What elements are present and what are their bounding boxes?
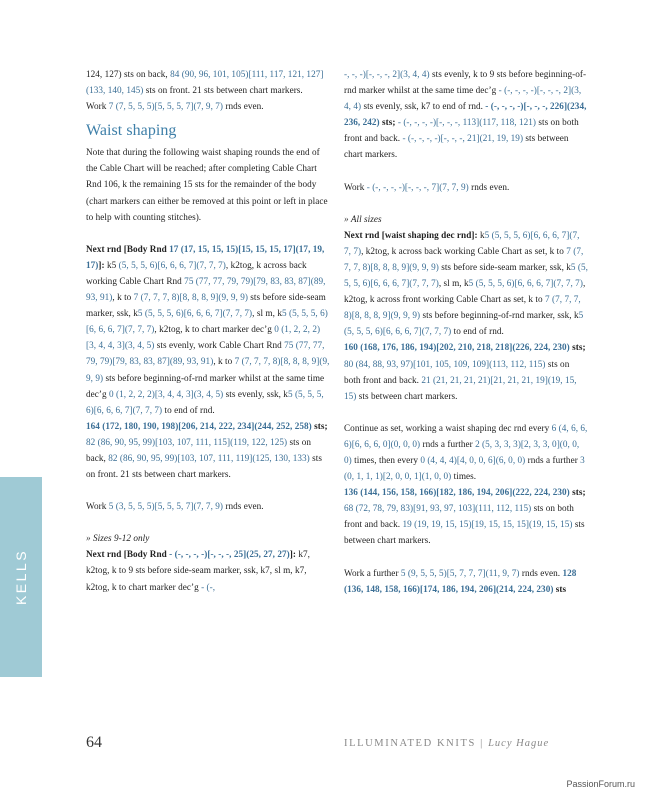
size-numbers: 136 (144, 156, 158, 166)[182, 186, 194, 206](222, 224, 230) [344,487,570,498]
text-run: sts before beginning-of-rnd marker, ssk, k [420,310,579,321]
text-run: sts on both front and back. [344,358,570,385]
body-paragraph [86,498,330,514]
size-numbers: 0 (4, 4, 4)[4, 0, 0, 6](6, 0, 0) [420,454,526,465]
text-run: rnds even. [468,181,510,192]
text-run: sts on both front and back. [344,117,579,144]
text-run: rnds a further [420,438,476,449]
page-number: 64 [86,734,102,751]
text-run: sts; [379,117,396,128]
text-run: sts; [569,342,586,353]
text-run: k [479,229,485,240]
size-numbers: - (-, -, -, -)[-, -, -, 25](25, 27, 27) [169,549,290,560]
body-paragraph [86,144,330,224]
author-name: Lucy Hague [488,738,550,749]
text-run: Work a further [344,567,401,578]
text-run: sts on front. 21 sts between chart markers. [143,85,303,96]
size-numbers: - (-, -, -, -)[-, -, -, 21](21, 19, 19) [402,133,524,144]
body-paragraph [86,98,330,114]
text-run: sts on both front and back. [344,503,574,530]
sizes-label: » Sizes 9-12 only [86,533,150,544]
text-run: sts between chart markers. [356,390,458,401]
size-numbers: 2 (5, 3, 3, 3)[2, 3, 3, 0](0, 0, 0) [344,438,580,465]
side-tab-label: KELLS [13,548,29,606]
text-run: Next rnd [Body Rnd [86,549,170,560]
text-run: sts [553,583,567,594]
size-numbers: 0 (1, 2, 2, 2)[3, 4, 4, 3](3, 4, 5) [109,388,224,399]
stitch-count-paragraph [344,484,588,548]
size-numbers: 19 (19, 19, 15, 15)[19, 15, 15, 15](19, 15, 15) [402,519,573,530]
instruction-paragraph [86,241,330,418]
text-run: ]: [98,259,107,270]
text-run: sts; [311,420,328,431]
size-numbers: - (-, -, -, -)[-, -, -, 7](7, 7, 9) [366,181,469,192]
text-run: Work [86,501,109,512]
size-numbers: - (-, -, -, -)[-, -, -, 226](234, 236, 242) [344,101,587,128]
size-numbers: 7 (7, 7, 7, 8)[8, 8, 8, 9](9, 9, 9) [344,245,584,272]
book-title: ILLUMINATED KNITS [344,738,476,749]
text-run: Next rnd [waist shaping dec rnd]: [344,229,480,240]
size-numbers: - (-, [201,581,216,592]
text-run: sts between chart markers. [344,133,569,160]
instruction-paragraph [86,546,330,594]
size-numbers: 5 (5, 5, 5, 6)[6, 6, 6, 7](7, 7, 7) [344,261,588,289]
size-numbers: 6 (4, 6, 6, 6)[6, 6, 6, 0](0, 0, 0) [344,422,588,449]
size-numbers: (5, 5, 5, 6)[6, 6, 6, 7](7, 7, 7) [118,259,226,270]
left-column [86,66,330,595]
size-numbers: 84 [170,69,180,79]
size-numbers: 5 (5, 5, 5, 6)[6, 6, 6, 7](7, 7, 7) [344,310,584,337]
running-footer [344,738,549,749]
size-numbers: 5 (5, 5, 5, 6)[6, 6, 6, 7](7, 7, 7) [137,308,253,319]
text-run: , k to [213,356,235,367]
side-chapter-tab [0,477,42,677]
text-run: , k2tog, k to chart marker dec’g [154,324,275,335]
text-run: sts on back, [86,436,311,463]
right-column [344,66,588,597]
text-run: rnds even. [519,567,563,578]
stitch-count-paragraph [344,339,588,403]
size-numbers: 5 (5, 5, 5, 6)[6, 6, 6, 7](7, 7, 7) [86,308,328,335]
text-run: sts on back, [121,69,171,79]
text-run: to end of rnd. [451,326,504,337]
size-numbers: 17 (17, 15, 15, 15)[15, 15, 15, 17](17, 19, 17) [86,243,325,270]
separator: | [480,738,484,749]
sizes-label: » All sizes [344,213,382,224]
size-numbers: (90, 96, 101, 105)[111, 117, 121, 127](133, 140, 145) [86,69,324,96]
stitch-count-paragraph [86,418,330,482]
size-numbers: 7 (7, 7, 7, 8)[8, 8, 8, 9](9, 9, 9) [86,356,330,383]
text-run: , sl m, k [438,278,469,289]
text-run: Work [86,101,109,112]
body-paragraph [86,66,330,98]
text-run: sts evenly, work Cable Chart Rnd [154,340,285,351]
text-run: , k to [112,292,134,303]
text-run: sts; [569,487,586,498]
text-run: , k2tog, k across front working Cable Chart as set, k to [344,278,586,305]
text-run: times. [451,471,477,482]
instruction-paragraph [344,66,588,163]
text-run: Note that during the following waist shaping rounds the end of the Cable Chart will be reached; after completing Cable Chart Rnd 106, k the remaining 15 sts for the remainder of the body (chart markers can either be removed at this point or left in place to help with counting stitches). [86,147,328,222]
text-run: , sl m, k [252,308,282,319]
size-numbers: 3 (0, 1, 1, 1)[2, 0, 0, 1](1, 0, 0) [344,454,585,482]
size-numbers: 160 (168, 176, 186, 194)[202, 210, 218, 218](226, 224, 230) [344,342,570,353]
text-run: sts between chart markers. [344,519,585,546]
size-numbers: 7 (7, 5, 5, 5)[5, 5, 5, 7](7, 9, 7) [108,101,224,112]
size-numbers: 82 (86, 90, 95, 99)[103, 107, 111, 119](125, 130, 133) [108,452,310,463]
text-run: rnds a further [525,454,581,465]
size-numbers: 164 (172, 180, 190, 198)[206, 214, 222, 234](244, 252, 258) [86,420,312,431]
text-run: sts evenly, k to 9 sts before beginning-of-rnd marker whilst at the same time dec’g [344,69,587,96]
size-numbers: 75 (77, 77, 79, 79)[79, 83, 83, 87](89, 93, 91) [86,340,325,367]
text-run: to end of rnd. [162,404,215,415]
text-run: Work [344,181,367,192]
text-run: , k2tog, k across back working Cable Chart as set, k to [361,245,567,256]
size-numbers: 7 (7, 7, 7, 8)[8, 8, 8, 9](9, 9, 9) [133,292,248,303]
instruction-paragraph [344,227,588,340]
text-run: sts evenly, ssk, k [223,388,288,399]
text-run: times, then every [351,454,421,465]
text-run: sts on front. 21 sts between chart markers. [86,452,322,480]
text-run: rnds even. [223,101,264,112]
size-numbers: - (-, -, -, -)[-, -, -, 2](3, 4, 4) [344,85,582,112]
text-run: , k2tog, k across back working Cable Chart Rnd [86,259,307,286]
body-paragraph [344,179,588,195]
size-numbers: 0 (1, 2, 2, 2)[3, 4, 4, 3](3, 4, 5) [86,324,321,351]
size-numbers: 5 (5, 5, 5, 6)[6, 6, 6, 7](7, 7, 7) [344,229,580,256]
text-run: k7, k2tog, k to 9 sts before side-seam marker, ssk, k7, sl m, k7, k2tog, k to chart marker dec’g [86,549,310,592]
body-paragraph [344,565,588,597]
section-heading-waist-shaping: Waist shaping [86,122,177,140]
size-numbers: 5 (3, 5, 5, 5)[5, 5, 5, 7](7, 7, 9) [108,501,224,512]
size-numbers: 68 (72, 78, 79, 83)[91, 93, 97, 103](111, 112, 115) [344,503,532,514]
size-numbers: 75 (77, 77, 79, 79)[79, 83, 83, 87](89, 93, 91) [86,275,326,303]
text-run: 124, 127) [86,69,122,79]
size-numbers: 21 (21, 21, 21, 21)[21, 21, 21, 19](19, 15, 15) [344,374,577,401]
text-run: Continue as set, working a waist shaping dec rnd every [344,422,552,433]
text-run: sts before side-seam marker, ssk, k [86,292,326,319]
watermark: PassionForum.ru [566,779,635,789]
text-run: rnds even. [223,501,264,512]
size-numbers: 5 (5, 5, 5, 6)[6, 6, 6, 7](7, 7, 7) [86,388,324,415]
body-paragraph [344,420,588,484]
text-run: Next rnd [Body Rnd [86,243,170,254]
size-numbers: -, -, -)[-, -, -, 2](3, 4, 4) [344,69,430,79]
text-run: k5 [106,259,119,270]
text-run: ]: [289,549,299,560]
size-numbers: 82 (86, 90, 95, 99)[103, 107, 111, 115](119, 122, 125) [86,436,288,447]
size-numbers: 5 (5, 5, 5, 6)[6, 6, 6, 7](7, 7, 7) [468,278,583,289]
size-numbers: 7 (7, 7, 7, 8)[8, 8, 8, 9](9, 9, 9) [344,294,581,321]
text-run: sts before side-seam marker, ssk, k [438,261,571,272]
size-numbers: 5 (9, 5, 5, 5)[5, 7, 7, 7](11, 9, 7) [400,567,520,578]
size-numbers: 80 (84, 88, 93, 97)[101, 105, 109, 109](113, 112, 115) [344,358,546,369]
size-numbers: 128 (136, 148, 158, 166)[174, 186, 194, 206](214, 224, 230) [344,567,577,594]
size-numbers: - (-, -, -, -)[-, -, -, 113](117, 118, 121) [397,117,536,128]
text-run: sts evenly, ssk, k7 to end of rnd. [361,101,486,112]
text-run: sts before beginning-of-rnd marker whilst at the same time dec’g [86,372,325,399]
